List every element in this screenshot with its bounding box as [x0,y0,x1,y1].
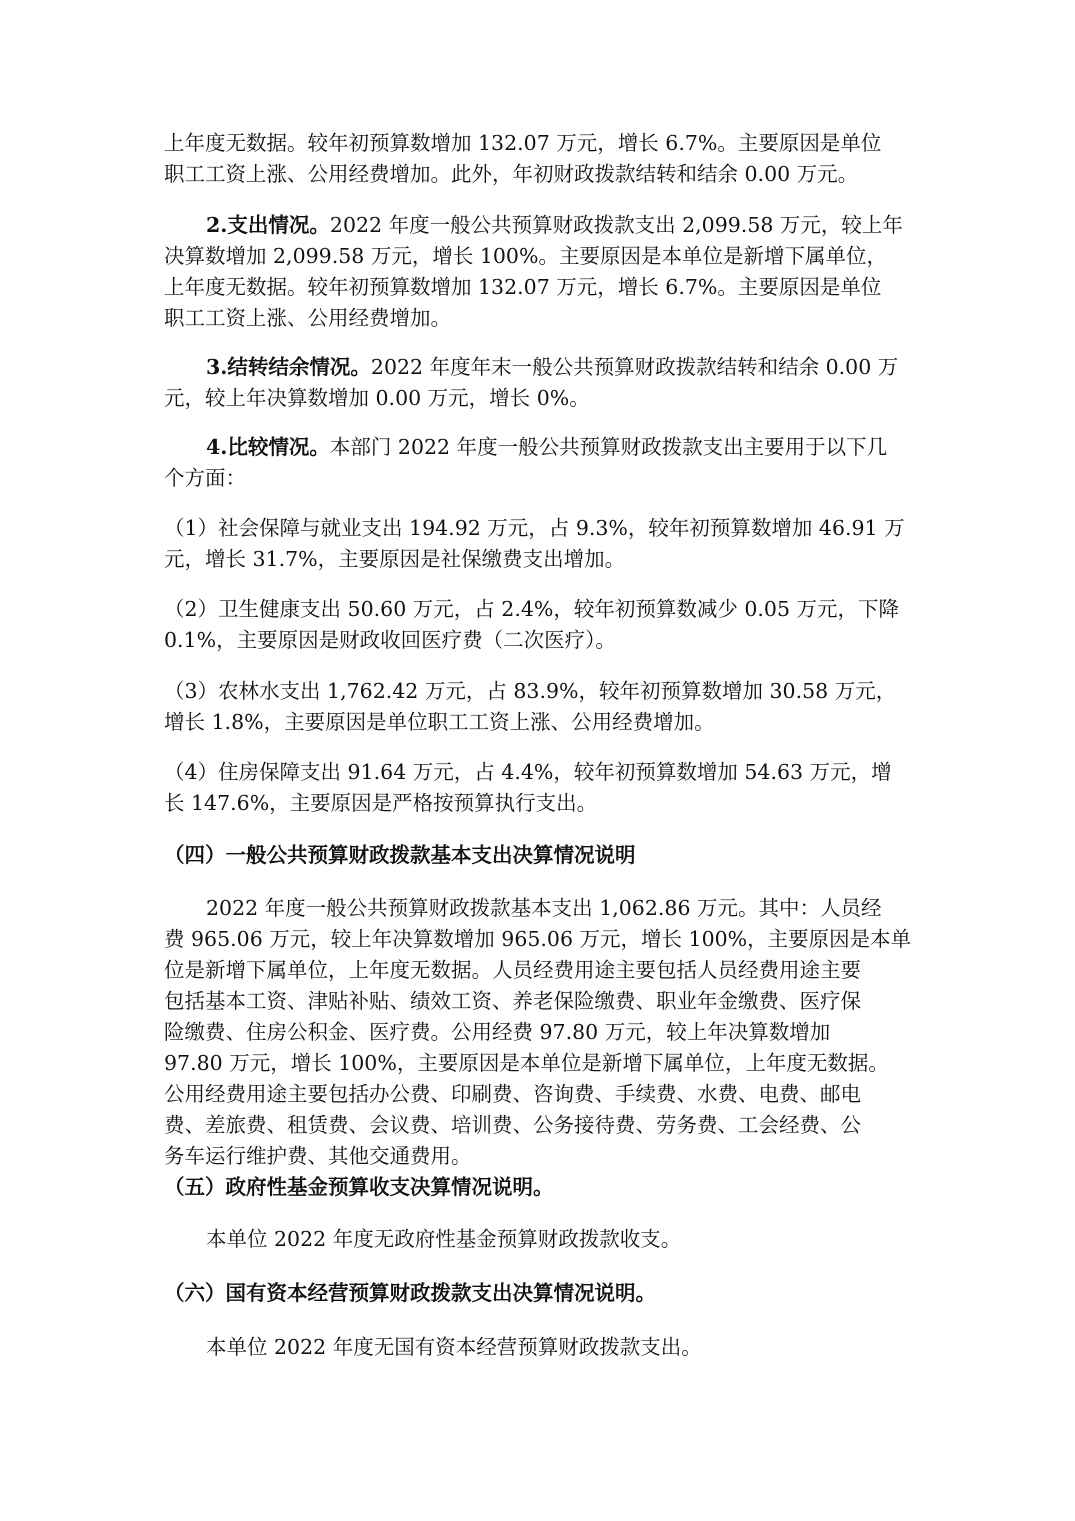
text-line [164,432,912,463]
text-line: 包括基本工资、津贴补贴、绩效工资、养老保险缴费、职业年金缴费、医疗保 [164,989,861,1013]
state-capital-paragraph [164,1332,912,1363]
section-heading-4: （四）一般公共预算财政拨款基本支出决算情况说明 [164,843,636,867]
list-item [164,594,912,656]
text-run: 2022 年度一般公共预算财政拨款支出 2,099.58 万元，较上年 [329,213,903,237]
text-line: 费 965.06 万元，较上年决算数增加 965.06 万元，增长 100%，主要原因是本单 [164,927,912,951]
expenditure-paragraph [164,210,912,334]
section-heading-6: （六）国有资本经营预算财政拨款支出决算情况说明。 [164,1281,656,1305]
section-label: 4.比较情况。 [206,435,330,459]
text-run: 2022 年度年末一般公共预算财政拨款结转和结余 0.00 万 [370,355,899,379]
text-line: （3）农林水支出 1,762.42 万元，占 83.9%，较年初预算数增加 30.58 万元， [164,679,897,703]
text-line: 个方面： [164,466,246,490]
text-line: 2022 年度一般公共预算财政拨款基本支出 1,062.86 万元。其中：人员经 [206,896,882,920]
carryover-paragraph [164,352,912,414]
income-continuation-paragraph [164,128,912,190]
text-line: 0.1%，主要原因是财政收回医疗费（二次医疗）。 [164,628,616,652]
text-line: （4）住房保障支出 91.64 万元，占 4.4%，较年初预算数增加 54.63 万元，增 [164,760,892,784]
text-line: 职工工资上涨、公用经费增加。 [164,306,451,330]
text-line: 上年度无数据。较年初预算数增加 132.07 万元，增长 6.7%。主要原因是单位 [164,131,882,155]
text-line [164,352,912,383]
list-item [164,513,912,575]
text-line: （1）社会保障与就业支出 194.92 万元，占 9.3%，较年初预算数增加 46.91 万 [164,516,905,540]
text-line: 本单位 2022 年度无政府性基金预算财政拨款收支。 [206,1227,682,1251]
basic-expenditure-paragraph [164,893,912,1172]
text-line: 长 147.6%，主要原因是严格按预算执行支出。 [164,791,598,815]
text-line: 本单位 2022 年度无国有资本经营预算财政拨款支出。 [206,1335,702,1359]
text-line: 费、差旅费、租赁费、会议费、培训费、公务接待费、劳务费、工会经费、公 [164,1113,861,1137]
text-line: 位是新增下属单位，上年度无数据。人员经费用途主要包括人员经费用途主要 [164,958,861,982]
text-line: 务车运行维护费、其他交通费用。 [164,1144,472,1168]
section-label: 2.支出情况。 [206,213,330,237]
text-line: 上年度无数据。较年初预算数增加 132.07 万元，增长 6.7%。主要原因是单位 [164,275,882,299]
comparison-paragraph [164,432,912,494]
text-line [164,210,912,241]
text-line: 险缴费、住房公积金、医疗费。公用经费 97.80 万元，较上年决算数增加 [164,1020,831,1044]
text-line: 97.80 万元，增长 100%，主要原因是本单位是新增下属单位，上年度无数据。 [164,1051,889,1075]
text-line: 增长 1.8%，主要原因是单位职工工资上涨、公用经费增加。 [164,710,715,734]
text-line: 职工工资上涨、公用经费增加。此外，年初财政拨款结转和结余 0.00 万元。 [164,162,859,186]
text-line: 元，较上年决算数增加 0.00 万元，增长 0%。 [164,386,590,410]
text-line: 公用经费用途主要包括办公费、印刷费、咨询费、手续费、水费、电费、邮电 [164,1082,861,1106]
section-label: 3.结转结余情况。 [206,355,371,379]
text-line: （2）卫生健康支出 50.60 万元，占 2.4%，较年初预算数减少 0.05 万元，下降 [164,597,900,621]
list-item [164,676,912,738]
text-line: 元，增长 31.7%，主要原因是社保缴费支出增加。 [164,547,626,571]
text-line: 决算数增加 2,099.58 万元，增长 100%。主要原因是本单位是新增下属单位， [164,244,887,268]
list-item [164,757,912,819]
text-run: 本部门 2022 年度一般公共预算财政拨款支出主要用于以下几 [329,435,888,459]
section-heading-5: （五）政府性基金预算收支决算情况说明。 [164,1175,554,1199]
gov-fund-paragraph [164,1224,912,1255]
